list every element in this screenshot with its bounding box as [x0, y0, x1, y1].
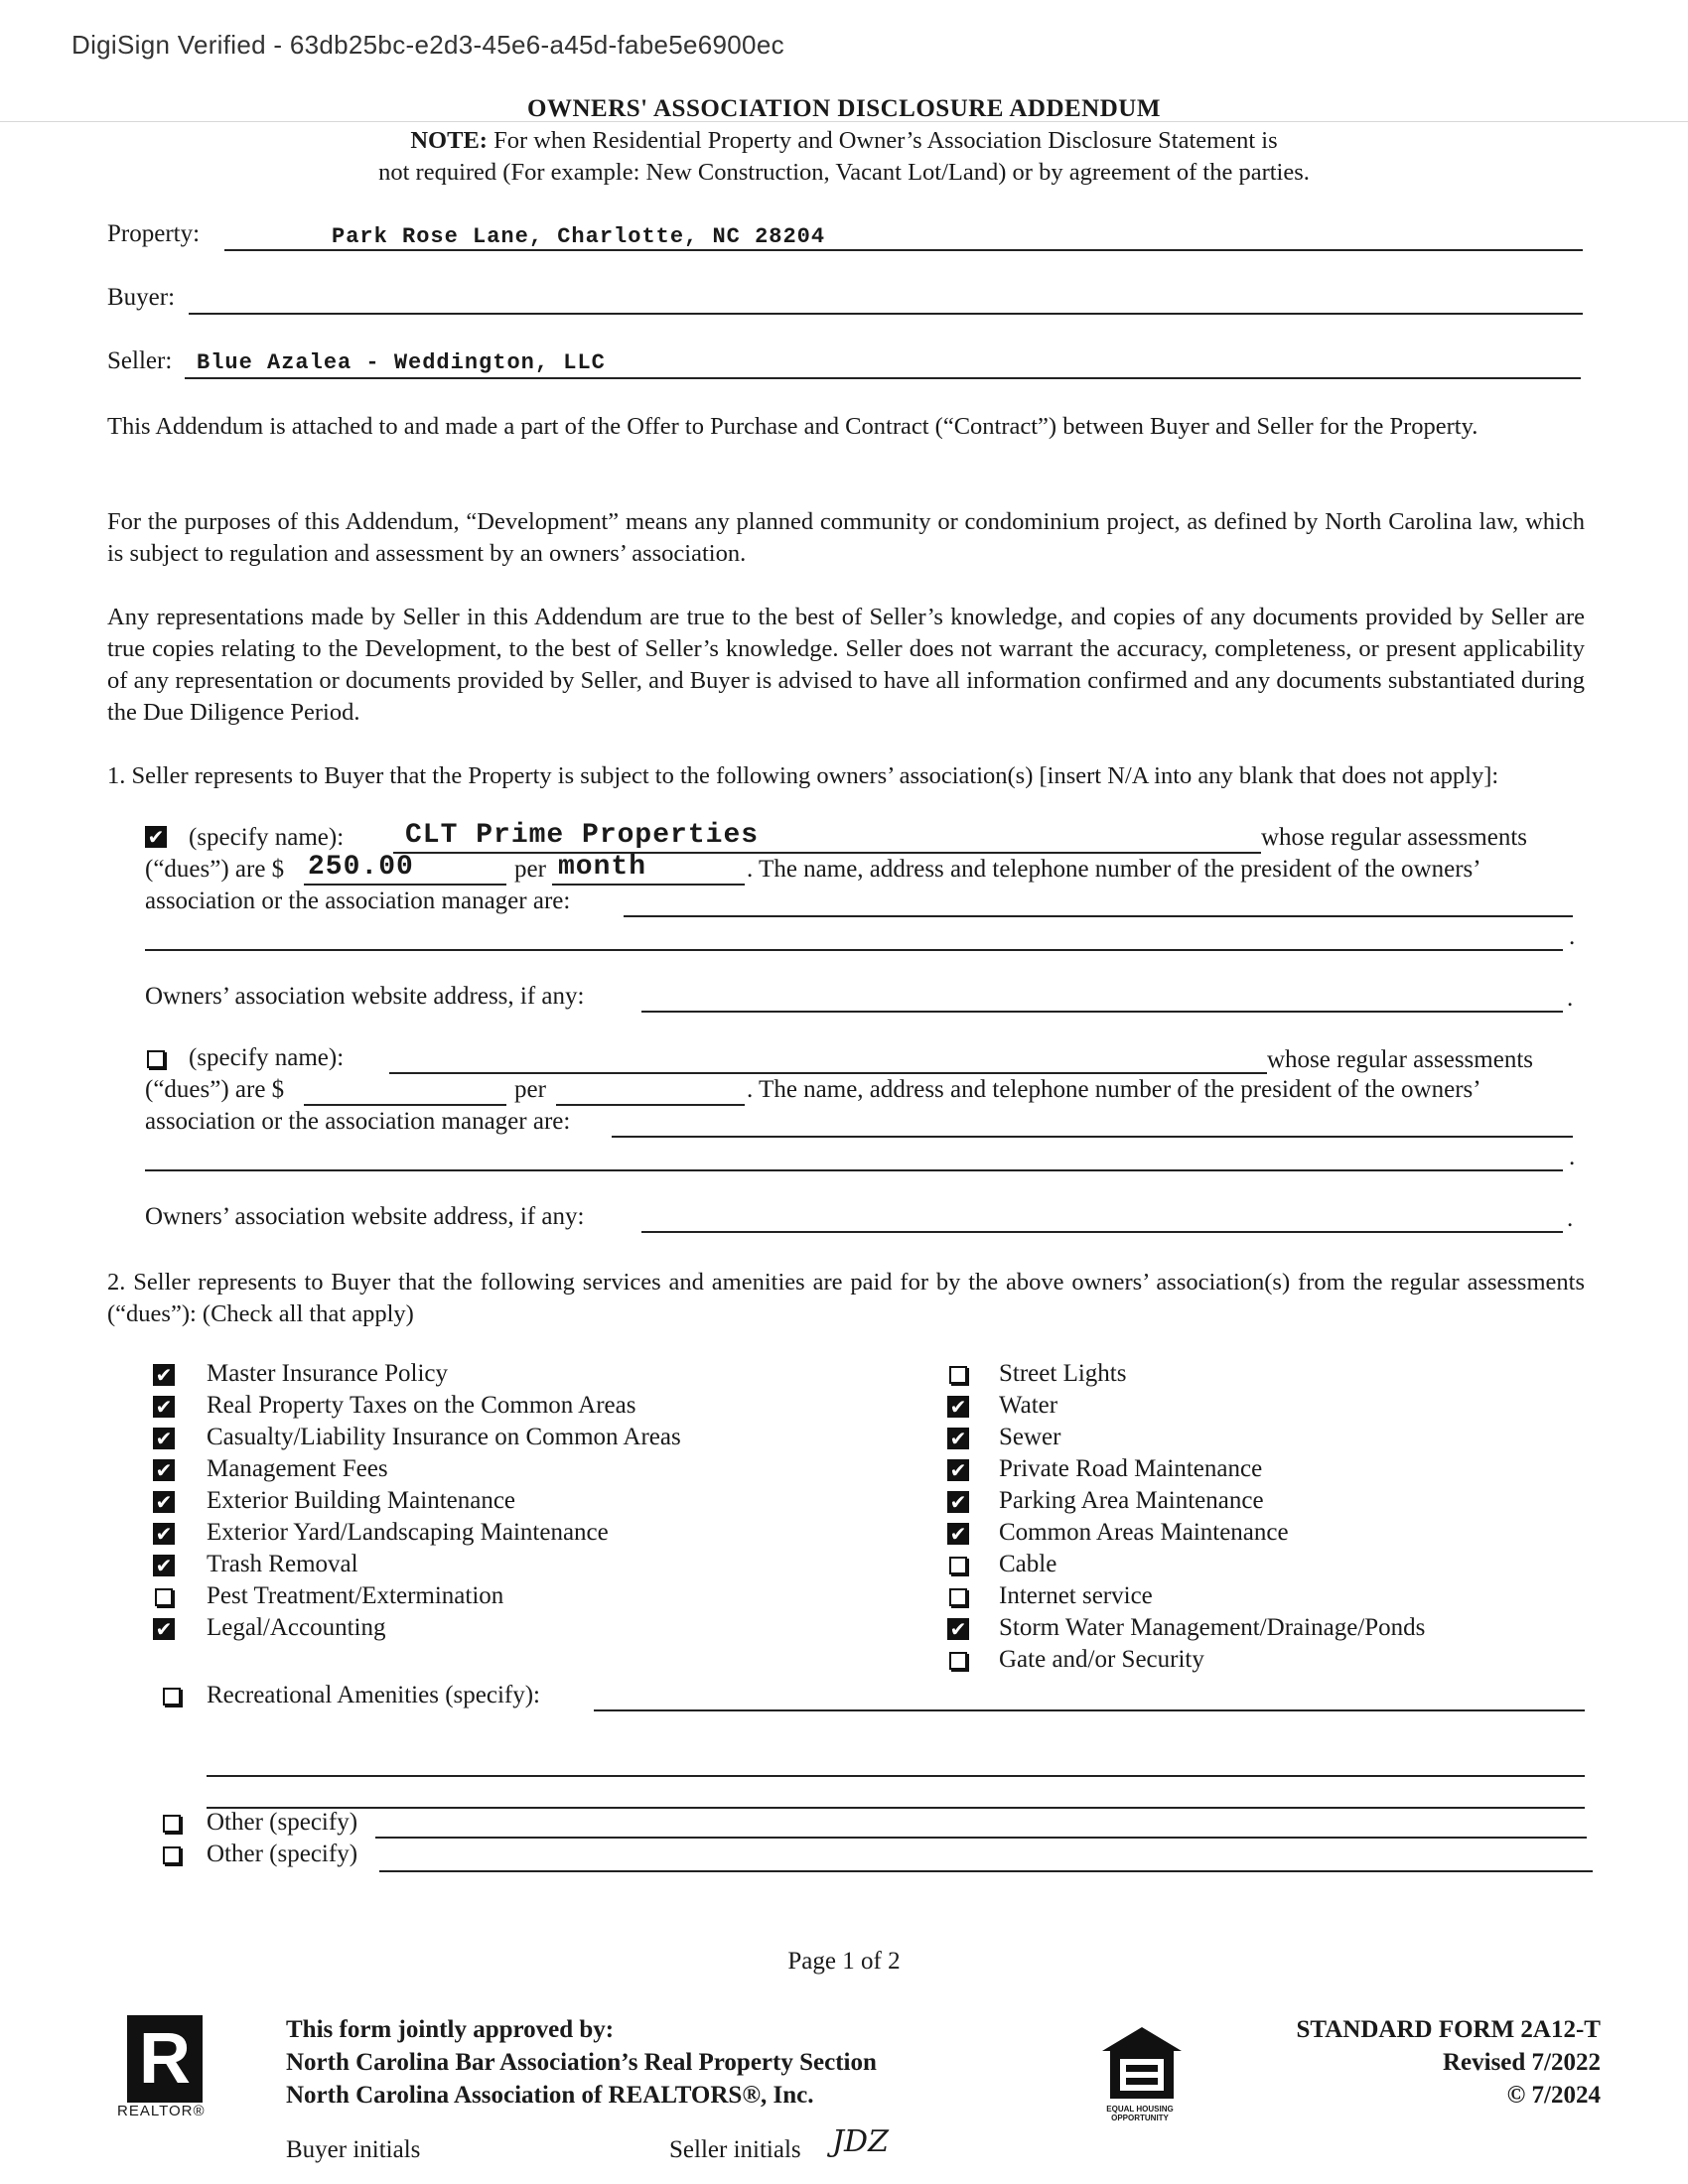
- other-1-underline[interactable]: [375, 1837, 1587, 1839]
- section-2-intro: 2. Seller represents to Buyer that the following services and amenities are paid for by the above owners’ association(s) from the regular assessments (“dues”): (Check all that apply): [107, 1269, 1585, 1327]
- amenity-label: Pest Treatment/Extermination: [207, 1582, 504, 1609]
- realtor-logo: [127, 2015, 203, 2103]
- amenity-label: Storm Water Management/Drainage/Ponds: [999, 1614, 1426, 1641]
- page-number: Page 1 of 2: [787, 1948, 901, 1975]
- digisign-verification: DigiSign Verified - 63db25bc-e2d3-45e6-a45d-fabe5e6900ec: [71, 30, 784, 60]
- amenity-checkbox[interactable]: ✔: [153, 1491, 175, 1513]
- assoc1-dues-underline: [304, 884, 506, 886]
- recreational-underline-3[interactable]: [207, 1807, 1585, 1809]
- seller-label: Seller:: [107, 347, 173, 374]
- assoc1-dues-label: (“dues”) are $: [145, 856, 285, 883]
- approval-line-1: This form jointly approved by:: [286, 2016, 615, 2043]
- assoc1-website-underline[interactable]: [641, 1011, 1563, 1013]
- assoc2-website-underline[interactable]: [641, 1231, 1563, 1233]
- amenity-label: Exterior Building Maintenance: [207, 1487, 516, 1514]
- amenity-checkbox[interactable]: [949, 1652, 967, 1670]
- assoc1-manager-underline-2[interactable]: [145, 949, 1563, 951]
- amenity-checkbox[interactable]: ✔: [153, 1364, 175, 1386]
- approval-line-3: North Carolina Association of REALTORS®, Inc.: [286, 2082, 814, 2109]
- assoc2-president-text: . The name, address and telephone number of the president of the owners’: [747, 1076, 1481, 1103]
- assoc2-website-period: .: [1567, 1205, 1574, 1232]
- assoc2-dues-underline: [304, 1104, 506, 1106]
- amenity-checkbox[interactable]: [949, 1366, 967, 1384]
- other-2-underline[interactable]: [379, 1870, 1593, 1872]
- amenity-checkbox[interactable]: ✔: [153, 1523, 175, 1545]
- amenity-label: Trash Removal: [207, 1551, 358, 1577]
- paragraph-attachment: This Addendum is attached to and made a part of the Offer to Purchase and Contract (“Contract”) between Buyer and Seller for the Property.: [107, 413, 1478, 440]
- amenity-label: Street Lights: [999, 1360, 1127, 1387]
- assoc1-period-underline: [552, 884, 745, 886]
- note-label: NOTE:: [410, 127, 488, 154]
- paragraph-representations: Any representations made by Seller in this Addendum are true to the best of Seller’s knowledge, and copies of any documents provided by Seller are true copies relating to the Development, to the best of Seller’s knowledge. Seller does not warrant the accuracy, completeness, or present applicability of any representation or documents provided by Seller, and Buyer is advised to have all information confirmed and any documents substantiated during the Due Diligence Period.: [107, 604, 1585, 726]
- other-1-label: Other (specify): [207, 1809, 358, 1836]
- amenity-checkbox[interactable]: ✔: [153, 1428, 175, 1449]
- assoc1-president-text: . The name, address and telephone number of the president of the owners’: [747, 856, 1481, 883]
- amenity-checkbox[interactable]: ✔: [947, 1618, 969, 1640]
- other-2-checkbox[interactable]: [163, 1846, 181, 1864]
- note-line-1: [0, 127, 1688, 155]
- realtor-logo-letter: R: [139, 2019, 191, 2099]
- assoc2-manager-underline-1[interactable]: [612, 1136, 1573, 1138]
- assoc1-period-field[interactable]: month: [558, 852, 647, 883]
- seller-initials-label: Seller initials: [669, 2136, 801, 2163]
- amenity-label: Parking Area Maintenance: [999, 1487, 1264, 1514]
- amenity-label: Management Fees: [207, 1455, 388, 1482]
- assoc1-per-label: per: [514, 856, 546, 883]
- amenity-checkbox[interactable]: ✔: [947, 1396, 969, 1418]
- assoc2-manager-label: association or the association manager are:: [145, 1108, 571, 1135]
- note-text-1: For when Residential Property and Owner’s Association Disclosure Statement is: [487, 127, 1278, 154]
- assoc2-checkbox[interactable]: [147, 1050, 165, 1068]
- standard-form-number: STANDARD FORM 2A12-T: [1296, 2016, 1601, 2043]
- assoc1-name-underline: [393, 852, 1261, 854]
- other-2-label: Other (specify): [207, 1841, 358, 1867]
- amenity-checkbox[interactable]: ✔: [153, 1555, 175, 1576]
- amenity-checkbox[interactable]: ✔: [153, 1459, 175, 1481]
- seller-underline: [185, 377, 1581, 379]
- amenity-label: Cable: [999, 1551, 1057, 1577]
- amenity-label: Water: [999, 1392, 1058, 1419]
- assoc1-manager-label: association or the association manager are:: [145, 887, 571, 914]
- amenity-label: Common Areas Maintenance: [999, 1519, 1289, 1546]
- assoc2-whose-label: whose regular assessments: [1267, 1046, 1533, 1073]
- amenity-checkbox[interactable]: [155, 1588, 173, 1606]
- assoc1-whose-label: whose regular assessments: [1261, 824, 1527, 851]
- amenity-checkbox[interactable]: ✔: [153, 1618, 175, 1640]
- equal-housing-icon: [1100, 2025, 1184, 2101]
- assoc2-per-label: per: [514, 1076, 546, 1103]
- other-1-checkbox[interactable]: [163, 1815, 181, 1833]
- amenity-label: Gate and/or Security: [999, 1646, 1204, 1673]
- amenity-label: Sewer: [999, 1424, 1061, 1450]
- amenity-checkbox[interactable]: ✔: [153, 1396, 175, 1418]
- assoc1-manager-period: .: [1569, 923, 1576, 950]
- equal-housing-caption: EQUAL HOUSING OPPORTUNITY: [1106, 2105, 1174, 2122]
- assoc2-dues-label: (“dues”) are $: [145, 1076, 285, 1103]
- property-underline: [224, 249, 1583, 251]
- property-label: Property:: [107, 220, 201, 247]
- assoc2-manager-underline-2[interactable]: [145, 1169, 1563, 1171]
- assoc1-specify-label: (specify name):: [189, 824, 345, 851]
- amenity-checkbox[interactable]: ✔: [947, 1523, 969, 1545]
- recreational-checkbox[interactable]: [163, 1688, 181, 1706]
- amenity-checkbox[interactable]: ✔: [947, 1491, 969, 1513]
- recreational-underline-2[interactable]: [207, 1775, 1585, 1777]
- seller-initials-signature[interactable]: JDZ: [832, 2124, 889, 2159]
- amenity-label: Master Insurance Policy: [207, 1360, 448, 1387]
- assoc1-name-field[interactable]: CLT Prime Properties: [405, 820, 760, 851]
- recreational-underline-1[interactable]: [594, 1709, 1585, 1711]
- copyright-date: © 7/2024: [1506, 2082, 1601, 2109]
- assoc1-website-label: Owners’ association website address, if any:: [145, 983, 585, 1010]
- revised-date: Revised 7/2022: [1442, 2049, 1601, 2076]
- amenity-label: Real Property Taxes on the Common Areas: [207, 1392, 636, 1419]
- assoc2-manager-period: .: [1569, 1144, 1576, 1170]
- assoc2-name-underline: [389, 1072, 1267, 1074]
- paragraph-development-definition: For the purposes of this Addendum, “Development” means any planned community or condominium project, as defined by North Carolina law, which is subject to regulation and assessment by an owners’ association.: [107, 508, 1585, 567]
- buyer-initials-label: Buyer initials: [286, 2136, 421, 2163]
- form-title: OWNERS' ASSOCIATION DISCLOSURE ADDENDUM: [527, 95, 1161, 122]
- amenity-checkbox[interactable]: ✔: [947, 1428, 969, 1449]
- realtor-caption: REALTOR®: [117, 2103, 206, 2119]
- amenity-checkbox[interactable]: [949, 1588, 967, 1606]
- note-line-2: not required (For example: New Construction, Vacant Lot/Land) or by agreement of the parties.: [378, 159, 1310, 186]
- assoc1-manager-underline-1[interactable]: [624, 915, 1573, 917]
- assoc2-website-label: Owners’ association website address, if any:: [145, 1203, 585, 1230]
- assoc2-specify-label: (specify name):: [189, 1044, 345, 1071]
- amenity-label: Casualty/Liability Insurance on Common Areas: [207, 1424, 681, 1450]
- amenity-label: Private Road Maintenance: [999, 1455, 1263, 1482]
- approval-line-2: North Carolina Bar Association’s Real Property Section: [286, 2049, 877, 2076]
- assoc2-period-underline: [556, 1104, 745, 1106]
- buyer-label: Buyer:: [107, 284, 176, 311]
- amenity-label: Legal/Accounting: [207, 1614, 386, 1641]
- amenity-label: Internet service: [999, 1582, 1153, 1609]
- amenity-label: Exterior Yard/Landscaping Maintenance: [207, 1519, 609, 1546]
- recreational-label: Recreational Amenities (specify):: [207, 1682, 540, 1708]
- amenity-checkbox[interactable]: [949, 1557, 967, 1574]
- section-1-intro: 1. Seller represents to Buyer that the Property is subject to the following owners’ association(s) [insert N/A into any blank that does not apply]:: [107, 762, 1499, 789]
- assoc1-checkbox[interactable]: ✔: [145, 826, 167, 848]
- seller-field[interactable]: Blue Azalea - Weddington, LLC: [197, 350, 606, 375]
- buyer-underline: [189, 313, 1583, 315]
- property-field[interactable]: Park Rose Lane, Charlotte, NC 28204: [332, 224, 826, 249]
- assoc1-website-period: .: [1567, 985, 1574, 1012]
- amenity-checkbox[interactable]: ✔: [947, 1459, 969, 1481]
- assoc1-dues-field[interactable]: 250.00: [308, 852, 414, 883]
